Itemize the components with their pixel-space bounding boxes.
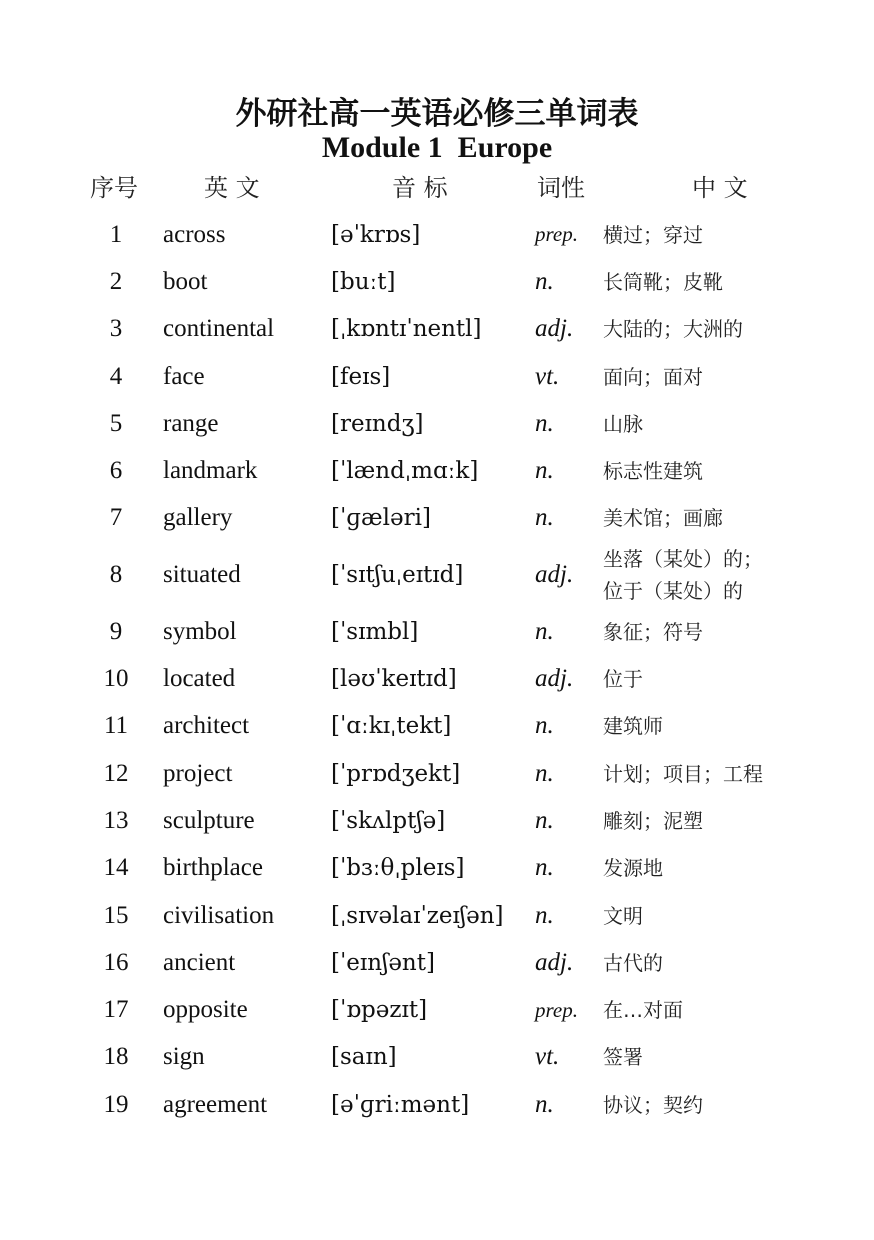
table-row (0, 1081, 874, 1128)
table-row (0, 797, 874, 844)
phonetic-transcription: [əˈɡriːmənt] (331, 1091, 470, 1118)
phonetic-transcription: [ˈɒpəzɪt] (331, 997, 428, 1024)
part-of-speech: n. (535, 457, 554, 485)
header-english: 英 文 (204, 174, 260, 202)
module-title: Module 1 Europe (321, 131, 553, 164)
english-word: sculpture (163, 806, 255, 834)
part-of-speech: n. (535, 267, 554, 295)
table-row (0, 845, 874, 892)
page-title: 外研社高一英语必修三单词表 (235, 96, 639, 132)
part-of-speech: adj. (535, 665, 574, 693)
row-number: 10 (103, 665, 129, 693)
phonetic-transcription: [reɪndʒ] (331, 410, 424, 437)
header-part-of-speech: 词性 (537, 174, 585, 202)
part-of-speech: vt. (535, 1043, 560, 1071)
table-row (0, 655, 874, 702)
row-number: 5 (109, 409, 123, 437)
header-phonetic: 音 标 (392, 174, 448, 202)
english-word: landmark (163, 457, 258, 485)
table-row (0, 939, 874, 986)
table-row (0, 447, 874, 494)
english-word: ancient (163, 948, 236, 976)
phonetic-transcription: [ˌsɪvəlaɪˈzeɪʃən] (331, 902, 504, 929)
row-number: 18 (103, 1043, 129, 1071)
english-word: opposite (163, 996, 248, 1024)
english-word: face (163, 362, 205, 390)
chinese-meaning: 面向；面对 (603, 364, 703, 389)
chinese-meaning: 横过；穿过 (603, 222, 703, 247)
part-of-speech: adj. (535, 561, 574, 589)
chinese-meaning: 象征；符号 (603, 619, 703, 644)
phonetic-transcription: [feɪs] (331, 363, 391, 390)
part-of-speech: n. (535, 901, 554, 929)
chinese-meaning: 在…对面 (603, 998, 683, 1023)
row-number: 15 (103, 901, 129, 929)
table-header (0, 168, 874, 208)
row-number: 14 (103, 854, 129, 882)
row-number: 9 (109, 617, 123, 645)
chinese-meaning: 山脉 (603, 411, 643, 436)
part-of-speech: n. (535, 617, 554, 645)
english-word: boot (163, 267, 208, 295)
part-of-speech: adj. (535, 315, 574, 343)
row-number: 11 (103, 712, 129, 740)
row-number: 12 (103, 759, 129, 787)
row-number: 13 (103, 806, 129, 834)
english-word: project (163, 759, 233, 787)
row-number: 3 (109, 315, 123, 343)
table-row (0, 353, 874, 400)
chinese-meaning: 建筑师 (603, 714, 663, 739)
part-of-speech: n. (535, 712, 554, 740)
english-word: situated (163, 561, 241, 589)
phonetic-transcription: [ˈbɜːθˌpleɪs] (331, 855, 465, 882)
chinese-meaning: 雕刻；泥塑 (603, 808, 703, 833)
table-row (0, 258, 874, 305)
table-row (0, 608, 874, 655)
table-row (0, 400, 874, 447)
phonetic-transcription: [saɪn] (331, 1044, 397, 1071)
chinese-meaning: 坐落（某处）的； 位于（某处）的 (603, 547, 763, 604)
english-word: sign (163, 1043, 205, 1071)
header-number: 序号 (90, 174, 138, 202)
header-chinese: 中 文 (692, 174, 748, 202)
phonetic-transcription: [ˈsɪtʃuˌeɪtɪd] (331, 562, 464, 589)
chinese-meaning: 签署 (603, 1045, 643, 1070)
phonetic-transcription: [ˈɡæləri] (331, 505, 431, 532)
part-of-speech: vt. (535, 362, 560, 390)
phonetic-transcription: [ˈskʌlptʃə] (331, 807, 446, 834)
vocabulary-table (0, 211, 874, 1128)
english-word: agreement (163, 1090, 268, 1118)
table-row (0, 1034, 874, 1081)
table-row (0, 211, 874, 258)
part-of-speech: n. (535, 409, 554, 437)
phonetic-transcription: [ˈlændˌmɑːk] (331, 458, 479, 485)
table-row (0, 750, 874, 797)
english-word: architect (163, 712, 250, 740)
table-row (0, 542, 874, 608)
chinese-meaning: 位于 (603, 667, 643, 692)
chinese-meaning: 美术馆；画廊 (603, 506, 723, 531)
row-number: 8 (109, 561, 123, 589)
chinese-meaning: 大陆的；大洲的 (603, 317, 743, 342)
part-of-speech: prep. (535, 997, 578, 1022)
part-of-speech: prep. (535, 222, 578, 247)
row-number: 19 (103, 1090, 129, 1118)
row-number: 17 (103, 996, 129, 1024)
english-word: across (163, 220, 226, 248)
english-word: civilisation (163, 901, 275, 929)
english-word: range (163, 409, 219, 437)
row-number: 1 (109, 220, 123, 248)
phonetic-transcription: [ˈprɒdʒekt] (331, 760, 461, 787)
table-row (0, 986, 874, 1033)
part-of-speech: n. (535, 504, 554, 532)
chinese-meaning: 长筒靴；皮靴 (603, 269, 723, 294)
english-word: continental (163, 315, 275, 343)
phonetic-transcription: [əˈkrɒs] (331, 221, 421, 248)
part-of-speech: n. (535, 854, 554, 882)
chinese-meaning: 标志性建筑 (603, 459, 703, 484)
part-of-speech: adj. (535, 948, 574, 976)
phonetic-transcription: [ləʊˈkeɪtɪd] (331, 666, 457, 693)
phonetic-transcription: [ˈɑːkɪˌtekt] (331, 713, 452, 740)
part-of-speech: n. (535, 806, 554, 834)
table-row (0, 703, 874, 750)
table-row (0, 306, 874, 353)
chinese-meaning: 协议；契约 (603, 1092, 703, 1117)
phonetic-transcription: [ˌkɒntɪˈnentl] (331, 316, 482, 343)
row-number: 4 (109, 362, 123, 390)
table-row (0, 495, 874, 542)
english-word: birthplace (163, 854, 263, 882)
row-number: 2 (109, 267, 123, 295)
chinese-meaning: 古代的 (603, 950, 663, 975)
english-word: located (163, 665, 236, 693)
chinese-meaning: 发源地 (603, 856, 663, 881)
chinese-meaning: 文明 (603, 903, 643, 928)
row-number: 7 (109, 504, 123, 532)
english-word: gallery (163, 504, 233, 532)
english-word: symbol (163, 617, 237, 645)
chinese-meaning: 计划；项目；工程 (603, 761, 763, 786)
part-of-speech: n. (535, 759, 554, 787)
part-of-speech: n. (535, 1090, 554, 1118)
row-number: 16 (103, 948, 129, 976)
phonetic-transcription: [ˈeɪnʃənt] (331, 949, 435, 976)
phonetic-transcription: [ˈsɪmbl] (331, 618, 419, 645)
row-number: 6 (109, 457, 123, 485)
phonetic-transcription: [buːt] (331, 268, 396, 295)
table-row (0, 892, 874, 939)
